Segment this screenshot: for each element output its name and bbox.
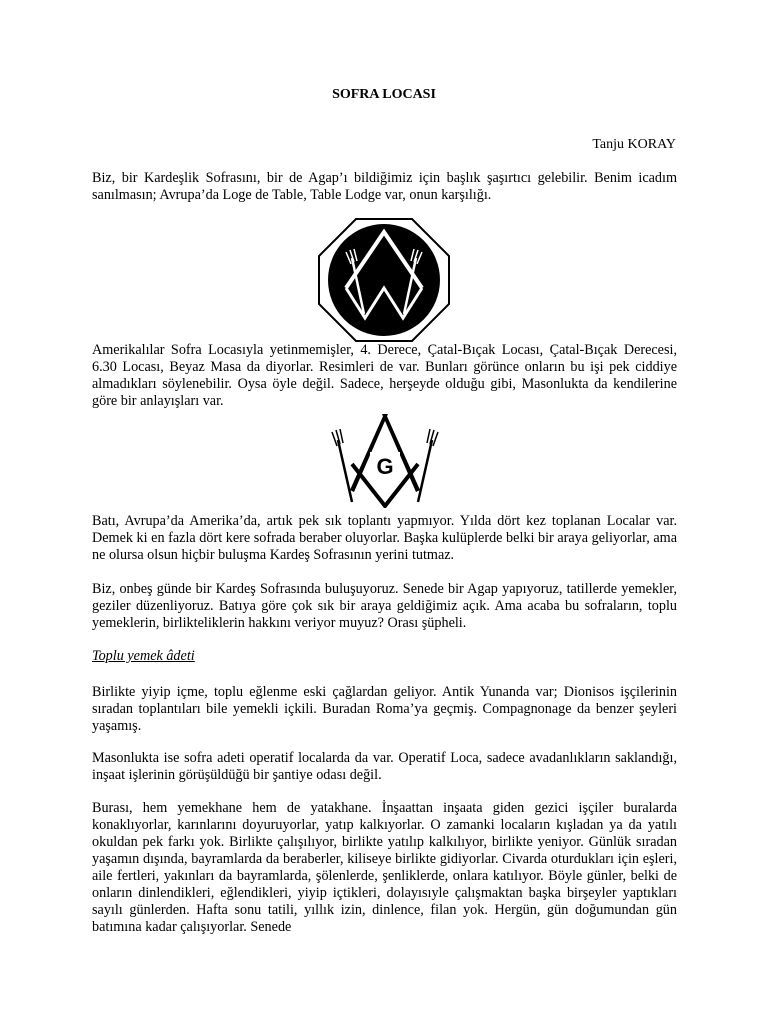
- paragraph-intro: Biz, bir Kardeşlik Sofrasını, bir de Agap’ı bildiğimiz için başlık şaşırtıcı gelebilir. Benim icadım sanılmasın; Avrupa’da Loge de Table, Table Lodge var, onun karşılığı.: [92, 170, 677, 203]
- emblem-letter-g: G: [376, 454, 394, 479]
- paragraph-dormitory: Burası, hem yemekhane hem de yatakhane. İnşaattan inşaata giden gezici işçiler buralarda konaklıyorlar, karınlarını doyuruyorlar, yatıp kalkıyorlar. O zamanki locaların kışladan ya da yatılı okuldan pek farkı yok. Birlikte çalışılıyor, birlikte yatılıp kalkılıyor, birlikte yeniyor. Günlük sıradan yaşamın dışında, bayramlarda da beraberler, kiliseye birlikte gidiyorlar. Civarda oturdukları için eşleri, aile fertleri, yakınları da bayramlarda, şölenlerde, şenliklerde, onlara katılıyor. Böyle günler, belki de onların dinlendikleri, eğlendikleri, yiyip içtikleri, dolayısıyle çalışmaktan başka birşeyler yaptıkları sayılı günlerden. Hafta sonu tatili, yıllık izin, dinlence, filan yok. Hergün, gün doğumundan gün batımına kadar çalışıyorlar. Senede: [92, 800, 677, 935]
- section-heading: Toplu yemek âdeti: [92, 648, 195, 664]
- paragraph-west: Batı, Avrupa’da Amerika’da, artık pek sık toplantı yapmıyor. Yılda dört kez toplanan Localar var. Demek ki en fazla dört kere sofrada beraber oluyorlar. Başka kulüplerde belki bir araya geliyorlar, ama ne olursa olsun hiçbir buluşma Kardeş Sofrasının yerini tutmaz.: [92, 513, 677, 563]
- octagon-fork-knife-emblem: [318, 218, 450, 342]
- document-title: SOFRA LOCASI: [332, 87, 436, 102]
- paragraph-americans: Amerikalılar Sofra Locasıyla yetinmemişler, 4. Derece, Çatal-Bıçak Locası, Çatal-Bıçak Derecesi, 6.30 Locası, Beyaz Masa da diyorlar. Resimleri de var. Bunları görünce onların bu işi pek ciddiye almadıkları söylenebilir. Oysa öyle değil. Sadece, herşeyde olduğu gibi, Masonlukta da kendilerine göre bir anlayışları var.: [92, 342, 677, 409]
- fork-knife-g-emblem: [330, 412, 440, 508]
- author-name: Tanju KORAY: [592, 137, 676, 152]
- paragraph-fortnight: Biz, onbeş günde bir Kardeş Sofrasında buluşuyoruz. Senede bir Agap yapıyoruz, tatillerde yemekler, geziler düzenliyoruz. Batıya göre çok sık bir araya geldiğimiz açık. Ama acaba bu sofraların, toplu yemeklerin, birlikteliklerin hakkını veriyor muyuz? Orası şüpheli.: [92, 581, 677, 631]
- paragraph-ancient: Birlikte yiyip içme, toplu eğlenme eski çağlardan geliyor. Antik Yunanda var; Dionisos işçilerinin sıradan toplantıları bile yemekli içkili. Buradan Roma’ya geçmiş. Compagnonage da benzer şeyleri yaşamış.: [92, 684, 677, 734]
- paragraph-operative: Masonlukta ise sofra adeti operatif localarda da var. Operatif Loca, sadece avadanlıkların saklandığı, inşaat işlerinin görüşüldüğü bir şantiye odası değil.: [92, 750, 677, 783]
